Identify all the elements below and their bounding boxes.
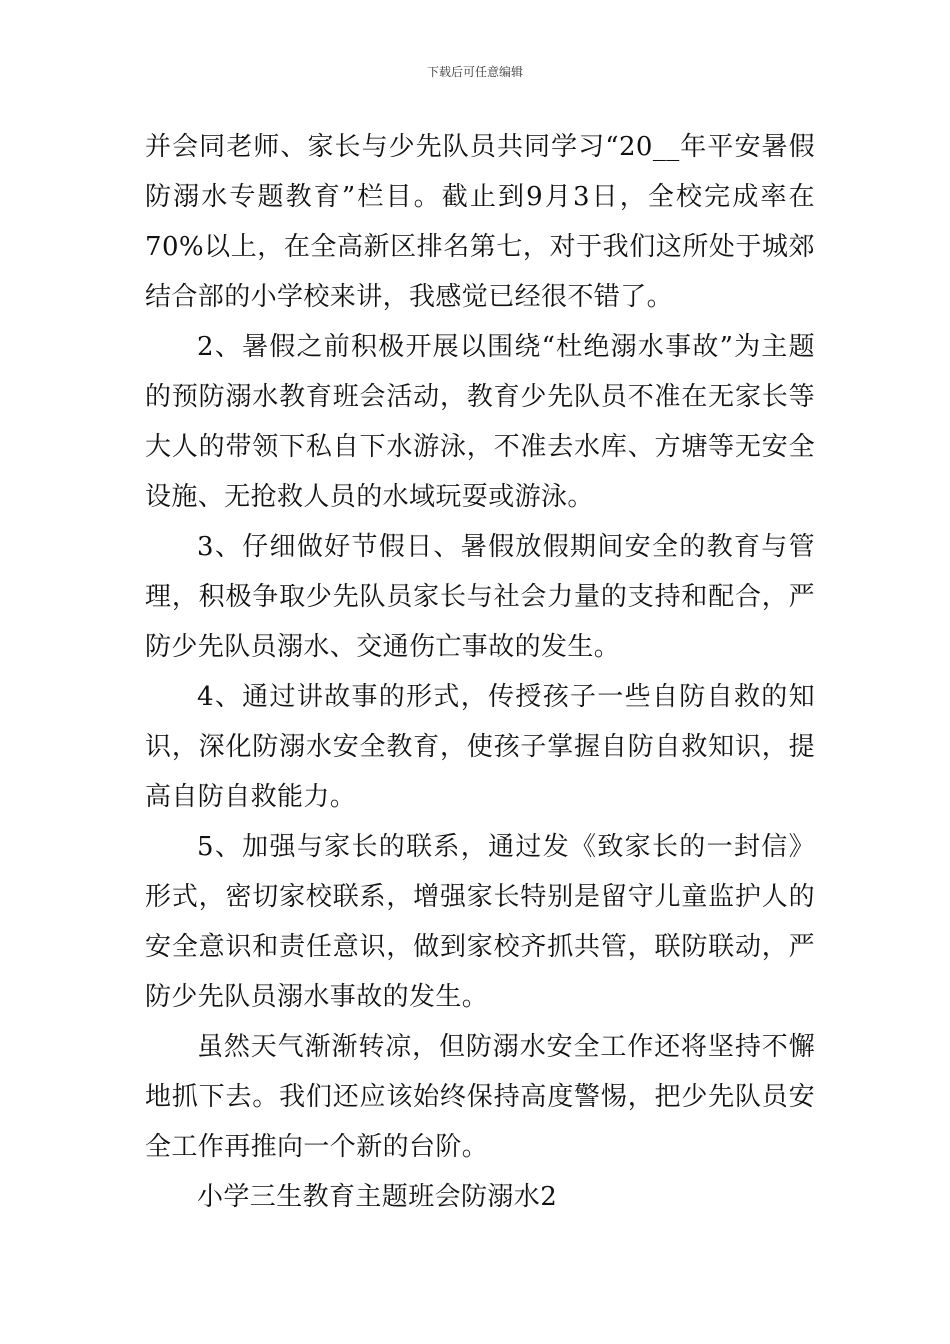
section-heading: 小学三生教育主题班会防溺水2 — [197, 1182, 558, 1212]
document-body — [145, 122, 815, 1222]
paragraph-item-2: 2、暑假之前积极开展以围绕“杜绝溺水事故”为主题的预防溺水教育班会活动，教育少先队员不准在无家长等大人的带领下私自下水游泳，不准去水库、方塘等无安全设施、无抢救人员的水域玩耍或游泳。 — [145, 332, 815, 512]
paragraph-item-4: 4、通过讲故事的形式，传授孩子一些自防自救的知识，深化防溺水安全教育，使孩子掌握自防自救知识，提高自防自救能力。 — [145, 682, 815, 812]
paragraph-item-5: 5、加强与家长的联系，通过发《致家长的一封信》形式，密切家校联系，增强家长特别是留守儿童监护人的安全意识和责任意识，做到家校齐抓共管，联防联动，严防少先队员溺水事故的发生。 — [145, 832, 815, 1012]
page-header: 下载后可任意编辑 — [426, 65, 523, 79]
paragraph-continuation: 并会同老师、家长与少先队员共同学习“20__年平安暑假防溺水专题教育”栏目。截止到9月3日，全校完成率在70%以上，在全高新区排名第七，对于我们这所处于城郊结合部的小学校来讲，我感觉已经很不错了。 — [145, 132, 815, 312]
paragraph-conclusion: 虽然天气渐渐转凉，但防溺水安全工作还将坚持不懈地抓下去。我们还应该始终保持高度警惕，把少先队员安全工作再推向一个新的台阶。 — [145, 1032, 815, 1162]
paragraph-item-3: 3、仔细做好节假日、暑假放假期间安全的教育与管理，积极争取少先队员家长与社会力量的支持和配合，严防少先队员溺水、交通伤亡事故的发生。 — [145, 532, 815, 662]
